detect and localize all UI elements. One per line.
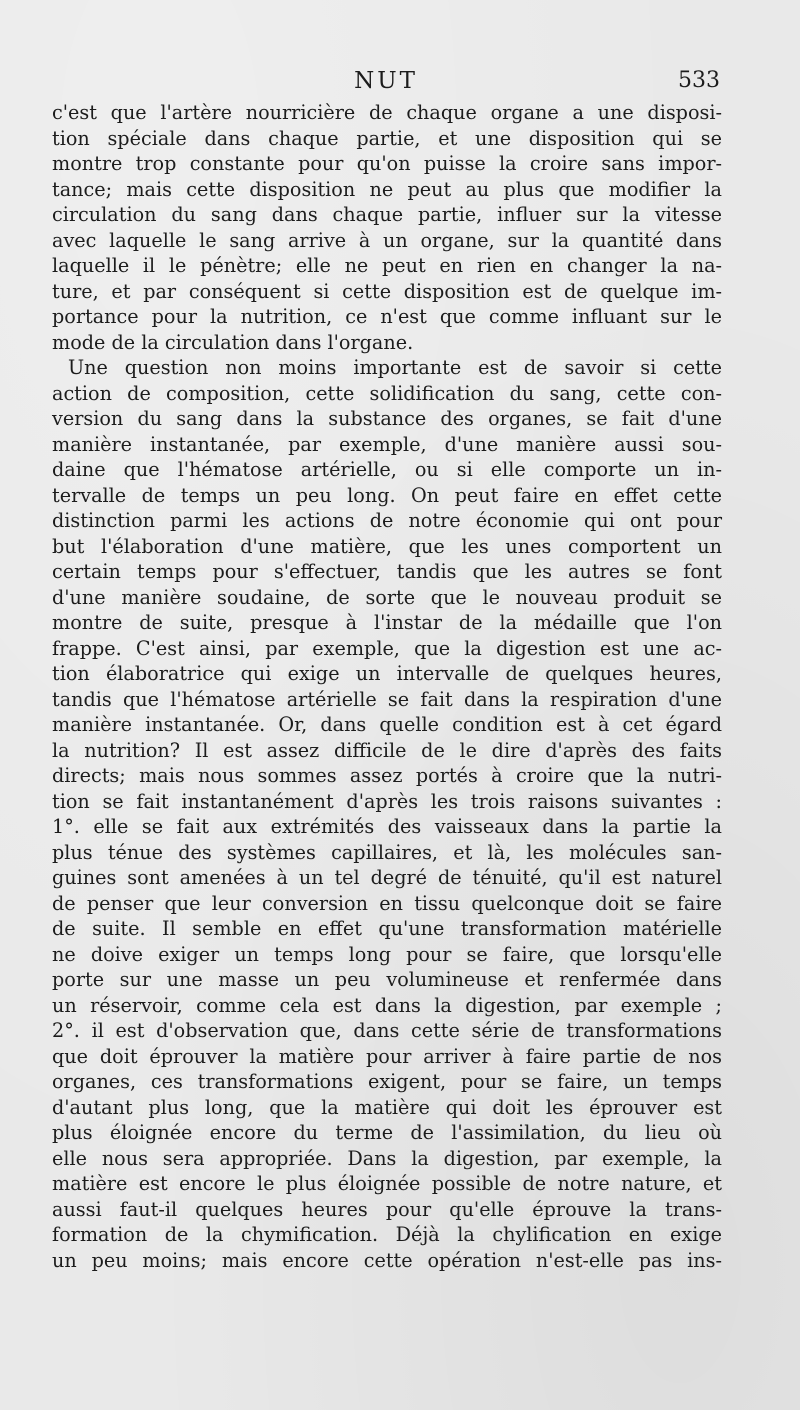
- text-line: de penser que leur conversion en tissu quelconque doit se faire: [52, 891, 722, 915]
- text-line: elle nous sera appropriée. Dans la digestion, par exemple, la: [52, 1146, 722, 1170]
- text-line: d'une manière soudaine, de sorte que le nouveau produit se: [52, 585, 722, 609]
- text-line: montre trop constante pour qu'on puisse la croire sans impor-: [52, 152, 722, 175]
- text-line: d'autant plus long, que la matière qui doit les éprouver est: [52, 1095, 722, 1119]
- text-line: 1°. elle se fait aux extrémités des vaisseaux dans la partie la: [52, 815, 722, 838]
- text-line: version du sang dans la substance des organes, se fait d'une: [52, 407, 722, 430]
- page-number: 533: [678, 68, 720, 93]
- text-line: frappe. C'est ainsi, par exemple, que la digestion est une ac-: [52, 636, 722, 660]
- text-line: avec laquelle le sang arrive à un organe, sur la quantité dans: [52, 228, 722, 252]
- text-line: formation de la chymification. Déjà la chylification en exige: [52, 1223, 722, 1246]
- text-line: un peu moins; mais encore cette opération n'est-elle pas ins-: [52, 1248, 722, 1272]
- page-header: [52, 66, 720, 96]
- text-line: directs; mais nous sommes assez portés à croire que la nutri-: [52, 764, 722, 787]
- text-line: c'est que l'artère nourricière de chaque organe a une disposi-: [52, 101, 722, 124]
- text-line: plus éloignée encore du terme de l'assimilation, du lieu où: [52, 1121, 722, 1144]
- text-line: action de composition, cette solidification du sang, cette con-: [52, 381, 722, 405]
- text-line: daine que l'hématose artérielle, ou si elle comporte un in-: [52, 458, 722, 481]
- text-line: que doit éprouver la matière pour arriver à faire partie de nos: [52, 1044, 722, 1068]
- text-line: certain temps pour s'effectuer, tandis que les autres se font: [52, 560, 722, 583]
- text-line: manière instantanée, par exemple, d'une manière aussi sou-: [52, 432, 722, 456]
- text-line: tion se fait instantanément d'après les trois raisons suivantes :: [52, 789, 722, 813]
- text-line: tion spéciale dans chaque partie, et une disposition qui se: [52, 126, 722, 150]
- text-line: tion élaboratrice qui exige un intervalle de quelques heures,: [52, 662, 722, 685]
- running-head: NUT: [354, 68, 418, 94]
- text-line: aussi faut-il quelques heures pour qu'elle éprouve la trans-: [52, 1197, 722, 1221]
- text-line: la nutrition? Il est assez difficile de le dire d'après des faits: [52, 738, 722, 762]
- text-line: tervalle de temps un peu long. On peut faire en effet cette: [52, 483, 722, 507]
- text-line: guines sont amenées à un tel degré de ténuité, qu'il est naturel: [52, 866, 722, 889]
- text-line: ture, et par conséquent si cette disposition est de quelque im-: [52, 279, 722, 303]
- text-line: de suite. Il semble en effet qu'une transformation matérielle: [52, 917, 722, 940]
- text-line: matière est encore le plus éloignée possible de notre nature, et: [52, 1172, 722, 1195]
- text-line: 2°. il est d'observation que, dans cette série de transformations: [52, 1019, 722, 1042]
- text-line: portance pour la nutrition, ce n'est que comme influant sur le: [52, 305, 722, 328]
- text-line: tandis que l'hématose artérielle se fait dans la respiration d'une: [52, 687, 722, 711]
- body-text: [52, 100, 722, 1273]
- text-line: plus ténue des systèmes capillaires, et là, les molécules san-: [52, 840, 722, 864]
- text-line: montre de suite, presque à l'instar de la médaille que l'on: [52, 611, 722, 634]
- text-line: manière instantanée. Or, dans quelle condition est à cet égard: [52, 713, 722, 736]
- text-line: ne doive exiger un temps long pour se faire, que lorsqu'elle: [52, 942, 722, 966]
- text-line: but l'élaboration d'une matière, que les unes comportent un: [52, 534, 722, 558]
- text-line: circulation du sang dans chaque partie, influer sur la vitesse: [52, 203, 722, 226]
- text-line: porte sur une masse un peu volumineuse et renfermée dans: [52, 968, 722, 991]
- paragraph-end-line: mode de la circulation dans l'organe.: [52, 330, 414, 354]
- text-line: organes, ces transformations exigent, pour se faire, un temps: [52, 1070, 722, 1093]
- text-line: tance; mais cette disposition ne peut au plus que modifier la: [52, 177, 722, 201]
- text-line: un réservoir, comme cela est dans la digestion, par exemple ;: [52, 993, 722, 1017]
- text-line: distinction parmi les actions de notre économie qui ont pour: [52, 509, 722, 532]
- paragraph-start-line: Une question non moins importante est de savoir si cette: [68, 356, 722, 379]
- text-line: laquelle il le pénètre; elle ne peut en rien en changer la na-: [52, 254, 722, 277]
